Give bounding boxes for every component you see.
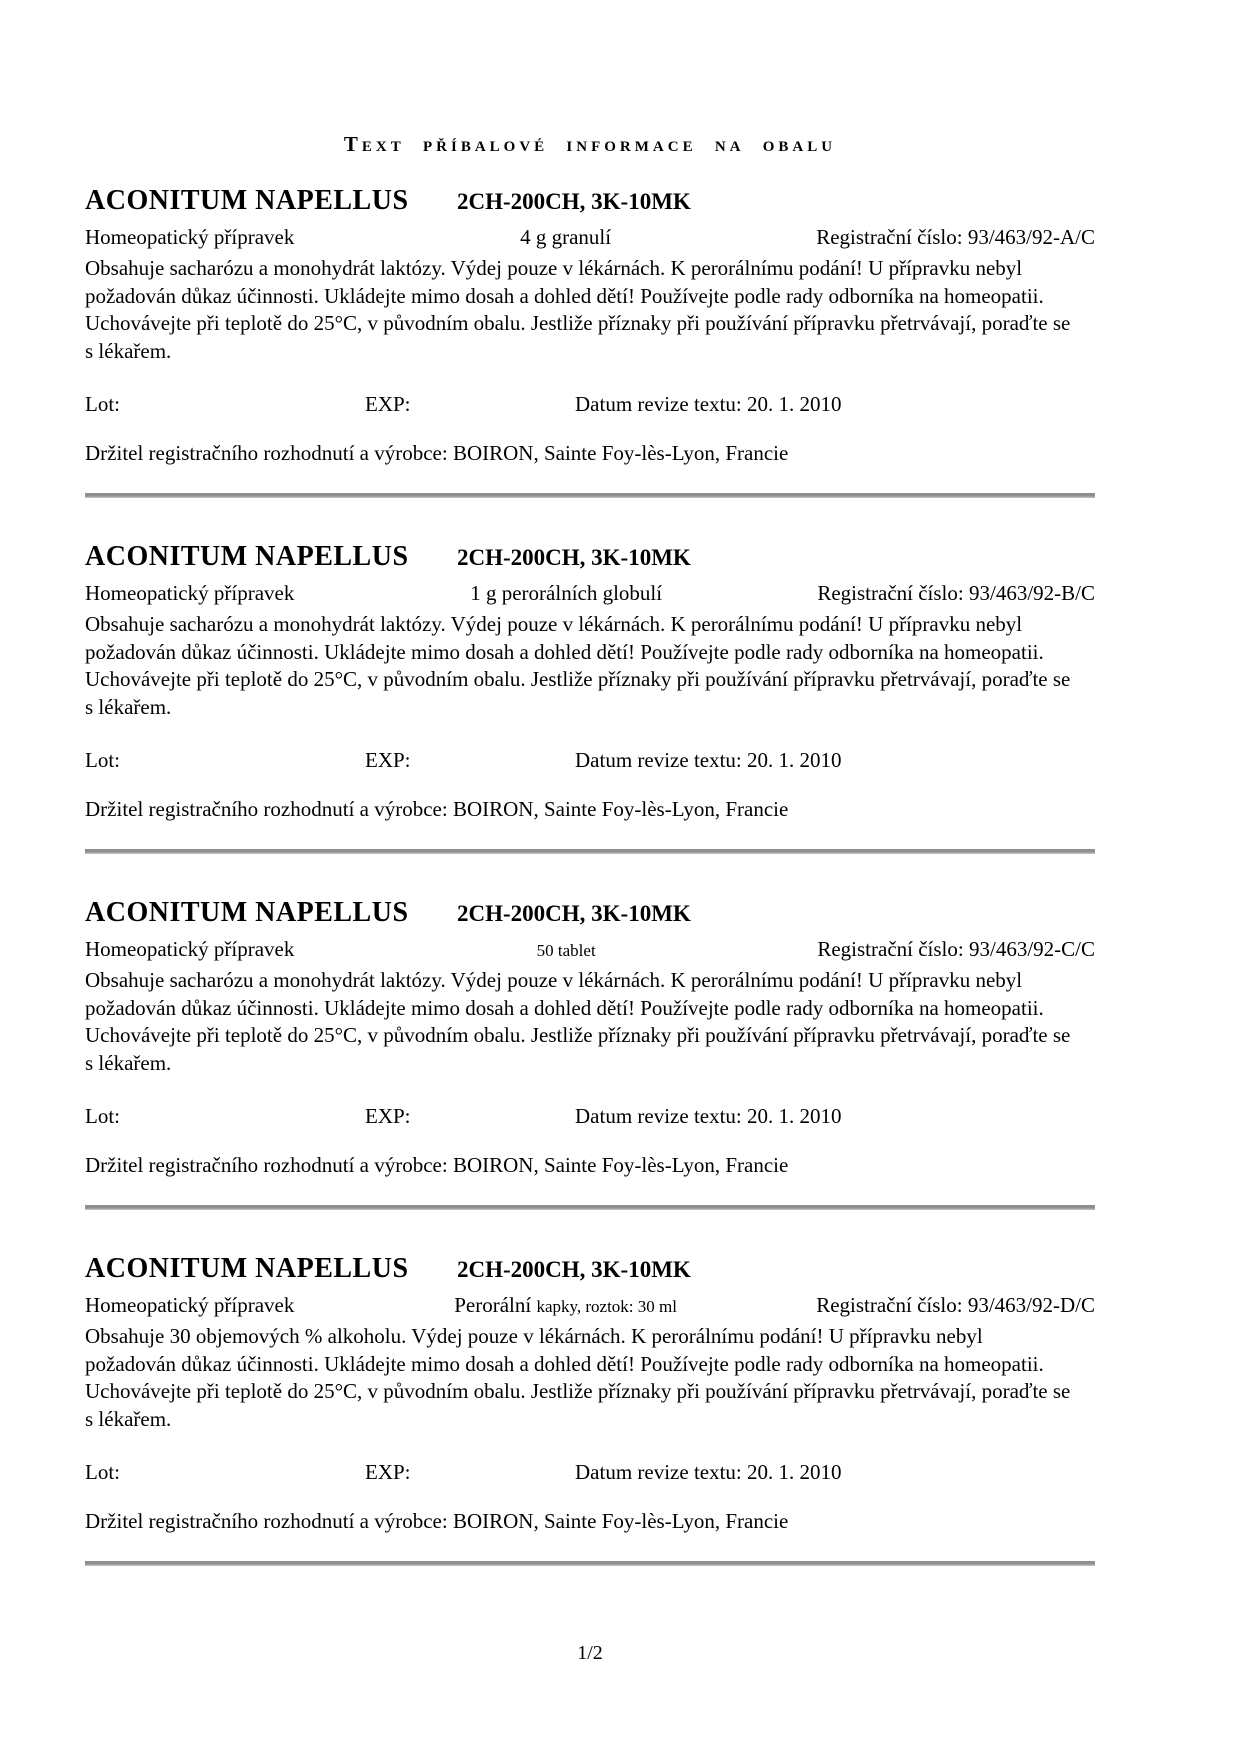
holder-line: Držitel registračního rozhodnutí a výrobce: BOIRON, Sainte Foy-lès-Lyon, Francie (85, 1153, 789, 1177)
section-heading (85, 184, 1095, 222)
exp-label: EXP: (365, 1460, 411, 1484)
exp-label: EXP: (365, 392, 411, 416)
holder-line: Držitel registračního rozhodnutí a výrobce: BOIRON, Sainte Foy-lès-Lyon, Francie (85, 797, 789, 821)
registration-number: Registrační číslo: 93/463/92-A/C (816, 225, 1095, 249)
revision-date: Datum revize textu: 20. 1. 2010 (575, 748, 842, 772)
package-text: Obsahuje sacharózu a monohydrát laktózy. Výdej pouze v lékárnách. K perorálnímu podání! U přípravku nebyl požadován důkaz účinnosti. Ukládejte mimo dosah a dohled dětí! Používejte podle rady odborníka na homeopatii. Uchovávejte při teplotě do 25°C, v původním obalu. Jestliže příznaky při používání přípravku přetrvávají, poraďte se s lékařem. (85, 968, 1071, 1075)
product-section-1 (85, 184, 1095, 498)
section-divider (85, 493, 1095, 498)
registration-number: Registrační číslo: 93/463/92-D/C (816, 1293, 1095, 1317)
dosage-form-detail: 50 tablet (536, 941, 596, 960)
section-heading (85, 1252, 1095, 1290)
document-title: Text příbalové informace na obalu (343, 132, 837, 156)
product-name: ACONITUM NAPELLUS (85, 897, 409, 928)
dosage-form (315, 224, 816, 252)
dosage-form-main: 4 g granulí (520, 225, 612, 249)
lot-label: Lot: (85, 748, 120, 772)
product-section-4 (85, 1252, 1095, 1566)
registration-number: Registrační číslo: 93/463/92-B/C (817, 581, 1095, 605)
lot-row (85, 747, 1095, 774)
exp-label: EXP: (365, 748, 411, 772)
product-strength: 2CH-200CH, 3K-10MK (457, 1257, 691, 1282)
product-section-3 (85, 896, 1095, 1210)
product-name: ACONITUM NAPELLUS (85, 541, 409, 572)
lot-label: Lot: (85, 1104, 120, 1128)
product-section-2 (85, 540, 1095, 854)
dosage-form (315, 580, 817, 608)
package-text: Obsahuje sacharózu a monohydrát laktózy. Výdej pouze v lékárnách. K perorálnímu podání! U přípravku nebyl požadován důkaz účinnosti. Ukládejte mimo dosah a dohled dětí! Používejte podle rady odborníka na homeopatii. Uchovávejte při teplotě do 25°C, v původním obalu. Jestliže příznaky při používání přípravku přetrvávají, poraďte se s lékařem. (85, 256, 1071, 363)
holder-line: Držitel registračního rozhodnutí a výrobce: BOIRON, Sainte Foy-lès-Lyon, Francie (85, 1509, 789, 1533)
exp-label: EXP: (365, 1104, 411, 1128)
product-strength: 2CH-200CH, 3K-10MK (457, 545, 691, 570)
package-text: Obsahuje 30 objemových % alkoholu. Výdej pouze v lékárnách. K perorálnímu podání! U přípravku nebyl požadován důkaz účinnosti. Ukládejte mimo dosah a dohled dětí! Používejte podle rady odborníka na homeopatii. Uchovávejte při teplotě do 25°C, v původním obalu. Jestliže příznaky při používání přípravku přetrvávají, poraďte se s lékařem. (85, 1324, 1071, 1431)
dosage-form-main: 1 g perorálních globulí (470, 581, 663, 605)
lot-label: Lot: (85, 1460, 120, 1484)
revision-date: Datum revize textu: 20. 1. 2010 (575, 392, 842, 416)
info-row (85, 936, 1095, 964)
product-type-label: Homeopatický přípravek (85, 581, 295, 605)
lot-row (85, 1103, 1095, 1130)
product-type-label: Homeopatický přípravek (85, 937, 295, 961)
holder-line: Držitel registračního rozhodnutí a výrobce: BOIRON, Sainte Foy-lès-Lyon, Francie (85, 441, 789, 465)
product-strength: 2CH-200CH, 3K-10MK (457, 189, 691, 214)
section-heading (85, 896, 1095, 934)
package-text: Obsahuje sacharózu a monohydrát laktózy. Výdej pouze v lékárnách. K perorálnímu podání! U přípravku nebyl požadován důkaz účinnosti. Ukládejte mimo dosah a dohled dětí! Používejte podle rady odborníka na homeopatii. Uchovávejte při teplotě do 25°C, v původním obalu. Jestliže příznaky při používání přípravku přetrvávají, poraďte se s lékařem. (85, 612, 1071, 719)
section-divider (85, 849, 1095, 854)
product-name: ACONITUM NAPELLUS (85, 1253, 409, 1284)
lot-row (85, 391, 1095, 418)
info-row (85, 1292, 1095, 1320)
info-row (85, 580, 1095, 608)
dosage-form (315, 1292, 816, 1320)
product-strength: 2CH-200CH, 3K-10MK (457, 901, 691, 926)
lot-row (85, 1459, 1095, 1486)
info-row (85, 224, 1095, 252)
product-type-label: Homeopatický přípravek (85, 225, 295, 249)
revision-date: Datum revize textu: 20. 1. 2010 (575, 1104, 842, 1128)
section-divider (85, 1561, 1095, 1566)
product-name: ACONITUM NAPELLUS (85, 185, 409, 216)
dosage-form-main: Perorální (454, 1293, 532, 1317)
page-number: 1/2 (577, 1642, 603, 1664)
dosage-form (315, 936, 817, 964)
registration-number: Registrační číslo: 93/463/92-C/C (817, 937, 1095, 961)
lot-label: Lot: (85, 392, 120, 416)
section-divider (85, 1205, 1095, 1210)
product-type-label: Homeopatický přípravek (85, 1293, 295, 1317)
section-heading (85, 540, 1095, 578)
revision-date: Datum revize textu: 20. 1. 2010 (575, 1460, 842, 1484)
dosage-form-detail: kapky, roztok: 30 ml (536, 1297, 677, 1316)
